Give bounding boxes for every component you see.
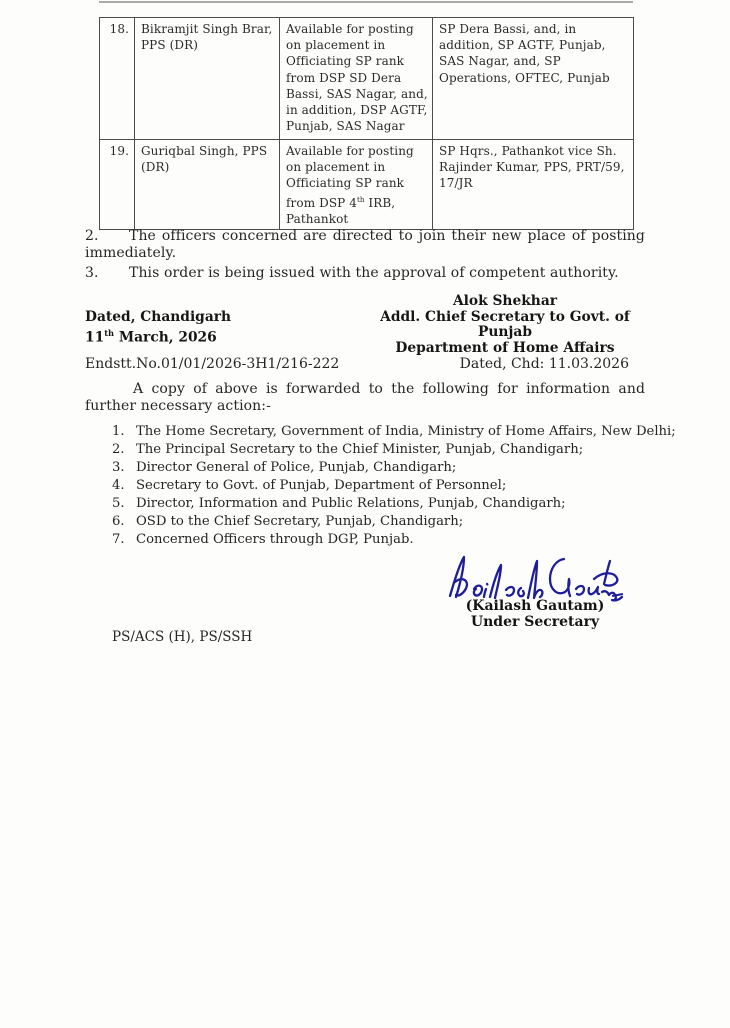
dateline-block [85,310,231,346]
signatory-designation: Addl. Chief Secretary to Govt. of Punjab [380,308,630,341]
signatory-block [365,294,645,356]
table-row [100,18,634,140]
signatory-name: Alok Shekhar [452,293,558,309]
serial-cell: 19. [100,140,135,230]
dateline-place: Dated, Chandigarh [85,309,232,325]
forwarding-paragraph: A copy of above is forwarded to the following for information and further necessary action:- [85,381,645,414]
officer-name-cell: Bikramjit Singh Brar, PPS (DR) [135,18,280,140]
list-item: 2. The Principal Secretary to the Chief Minister, Punjab, Chandigarh; [112,442,584,457]
list-item: 5. Director, Information and Public Relations, Punjab, Chandigarh; [112,496,566,511]
paragraph-number: 2. [85,228,99,244]
availability-cell: Available for posting on placement in Officiating SP rank from DSP 4th IRB, Pathankot [280,140,433,230]
posting-cell: SP Dera Bassi, and, in addition, SP AGTF, Punjab, SAS Nagar, and, SP Operations, OFTEC, Punjab [433,18,634,140]
dateline-date: 11th March, 2026 [85,327,217,346]
undersigned-name: (Kailash Gautam) [465,598,605,614]
paragraph-3 [85,265,645,282]
paragraph-number: 3. [85,265,99,281]
signatory-section [85,294,645,354]
superscript-th: th [356,194,365,204]
paragraph-text: This order is being issued with the approval of competent authority. [129,265,619,281]
signatory-department: Department of Home Affairs [395,339,615,356]
table-row [100,140,634,230]
paragraph-2 [85,228,645,262]
undersigned-title: Under Secretary [470,614,600,630]
availability-cell: Available for posting on placement in Officiating SP rank from DSP SD Dera Bassi, SAS Nagar, and, in addition, DSP AGTF, Punjab, SAS Nagar [280,18,433,140]
officer-name-cell: Guriqbal Singh, PPS (DR) [135,140,280,230]
footer-reference: PS/ACS (H), PS/SSH [112,629,253,645]
list-item: 7. Concerned Officers through DGP, Punjab. [112,532,414,547]
list-item: 3. Director General of Police, Punjab, Chandigarh; [112,460,457,475]
endorsement-line [85,356,645,372]
list-item: 1. The Home Secretary, Government of India, Ministry of Home Affairs, New Delhi; [112,424,676,439]
list-item: 6. OSD to the Chief Secretary, Punjab, Chandigarh; [112,514,464,529]
superscript-th: th [104,327,115,338]
posting-cell: SP Hqrs., Pathankot vice Sh. Rajinder Kumar, PPS, PRT/59, 17/JR [433,140,634,230]
paragraph-text: The officers concerned are directed to join their new place of posting immediately. [85,228,645,261]
list-item: 4. Secretary to Govt. of Punjab, Department of Personnel; [112,478,507,493]
recipients-list [112,423,676,549]
posting-order-table [99,17,634,230]
endorsement-date: Dated, Chd: 11.03.2026 [459,356,629,372]
table-top-cutoff-line [99,1,633,3]
serial-cell: 18. [100,18,135,140]
undersigned-block [446,552,624,631]
endorsement-number: Endstt.No.01/01/2026-3H1/216-222 [85,356,340,372]
